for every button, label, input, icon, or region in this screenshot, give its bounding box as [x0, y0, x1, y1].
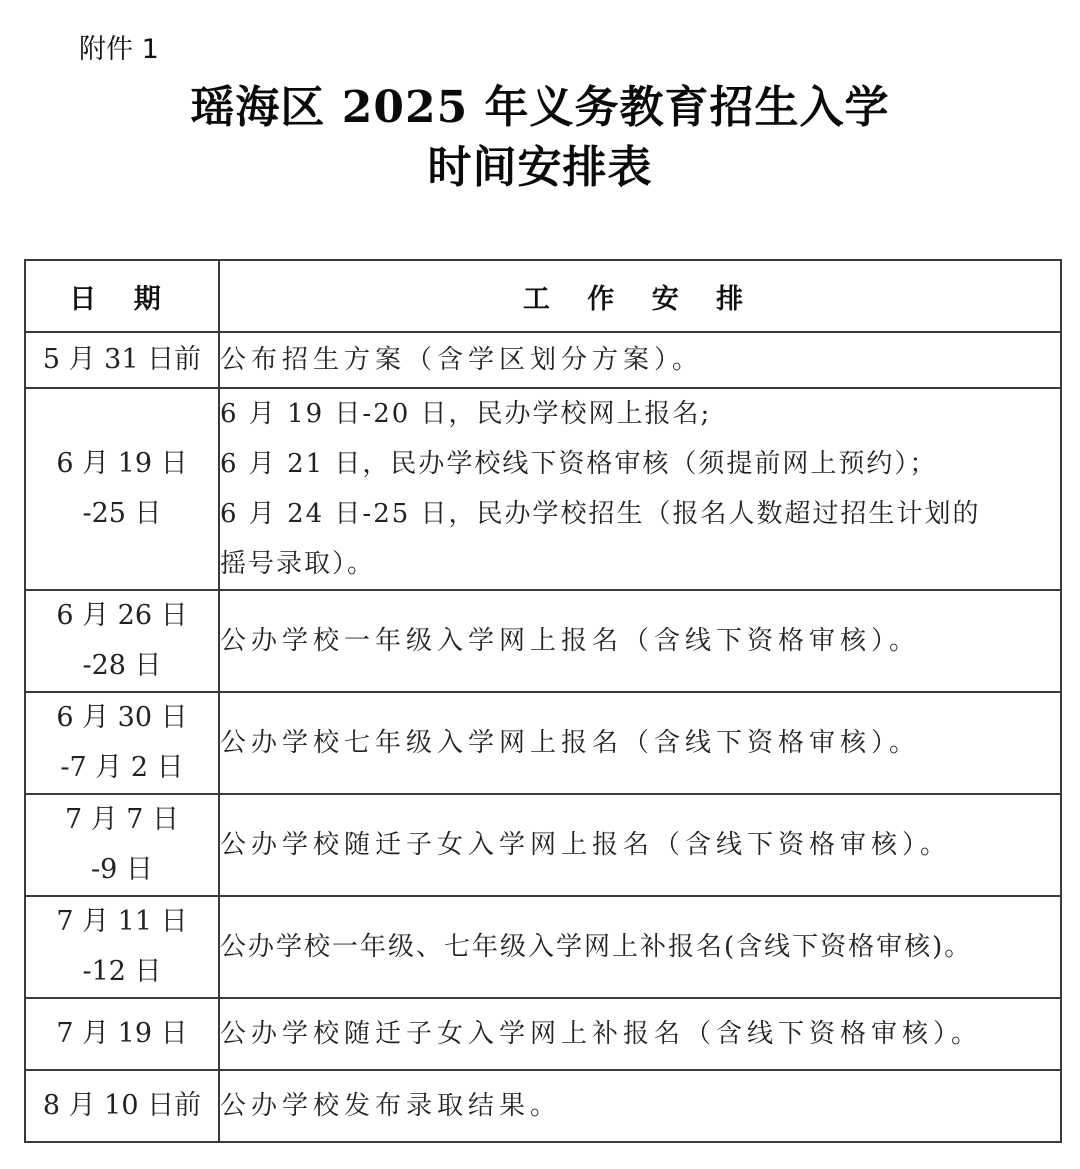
date-text: -9 日: [91, 854, 153, 885]
date-cell: [25, 332, 219, 388]
date-cell: [25, 794, 219, 896]
work-cell: [219, 692, 1061, 794]
date-text: 7 月 7 日: [64, 804, 180, 835]
date-text: -25 日: [82, 498, 162, 529]
date-text: 6 月 30 日: [56, 702, 188, 733]
table-row: [25, 896, 1061, 998]
date-text: 8 月 10 日前: [42, 1090, 202, 1121]
work-text: 6 月 24 日-25 日，民办学校招生（报名人数超过招生计划的: [220, 499, 981, 529]
work-text: 摇号录取）。: [220, 549, 376, 579]
schedule-table: [24, 259, 1062, 1143]
table-header-row: [25, 260, 1061, 332]
work-text: 公办学校一年级入学网上报名（含线下资格审核）。: [220, 626, 921, 656]
work-text: 公办学校发布录取结果。: [220, 1091, 562, 1121]
work-cell: [219, 896, 1061, 998]
work-text: 6 月 19 日-20 日，民办学校网上报名;: [220, 399, 712, 429]
work-text: 公办学校随迁子女入学网上补报名（含线下资格审核）。: [220, 1019, 983, 1049]
column-header-date: 日 期: [25, 260, 219, 332]
date-text: 7 月 19 日: [56, 1018, 188, 1049]
date-text: -28 日: [82, 650, 162, 681]
date-text: 7 月 11 日: [56, 906, 188, 937]
date-cell: [25, 896, 219, 998]
work-text: 公布招生方案（含学区划分方案）。: [220, 345, 704, 375]
date-cell: [25, 590, 219, 692]
work-cell: [219, 794, 1061, 896]
date-text: 6 月 26 日: [56, 600, 188, 631]
work-cell: [219, 1070, 1061, 1142]
column-header-work: 工 作 安 排: [219, 260, 1061, 332]
date-cell: [25, 1070, 219, 1142]
document-title: 瑶海区 2025 年义务教育招生入学: [190, 82, 890, 133]
table-row: [25, 388, 1061, 590]
work-text: 公办学校七年级入学网上报名（含线下资格审核）。: [220, 728, 921, 758]
date-text: -7 月 2 日: [60, 752, 184, 783]
work-cell: [219, 590, 1061, 692]
attachment-label: 附件 1: [79, 34, 159, 65]
table-row: [25, 692, 1061, 794]
date-cell: [25, 998, 219, 1070]
date-text: 5 月 31 日前: [42, 344, 202, 375]
table-row: [25, 590, 1061, 692]
table-row: [25, 1070, 1061, 1142]
document-subtitle: 时间安排表: [427, 142, 653, 193]
date-cell: [25, 388, 219, 590]
table-row: [25, 998, 1061, 1070]
work-text: 公办学校一年级、七年级入学网上补报名(含线下资格审核)。: [220, 932, 973, 962]
work-cell: [219, 388, 1061, 590]
work-text: 6 月 21 日，民办学校线下资格审核（须提前网上预约）；: [220, 449, 938, 479]
table-row: [25, 332, 1061, 388]
date-cell: [25, 692, 219, 794]
date-text: -12 日: [82, 956, 162, 987]
table-row: [25, 794, 1061, 896]
date-text: 6 月 19 日: [56, 448, 188, 479]
work-text: 公办学校随迁子女入学网上报名（含线下资格审核）。: [220, 830, 952, 860]
work-cell: [219, 998, 1061, 1070]
work-cell: [219, 332, 1061, 388]
